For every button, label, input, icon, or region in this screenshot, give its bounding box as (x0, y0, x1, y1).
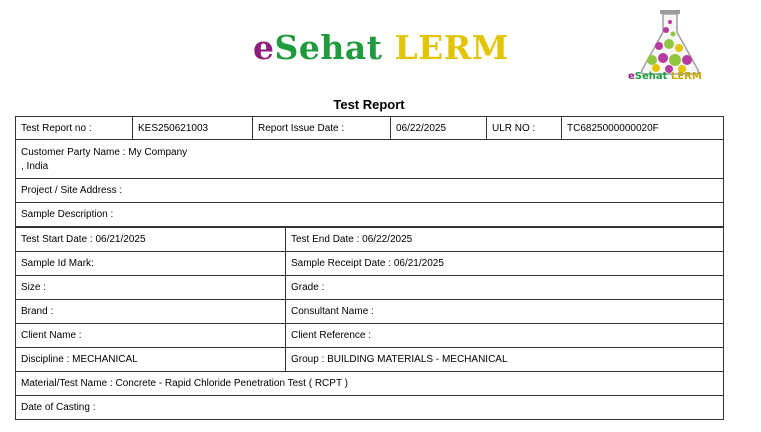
sample-description: Sample Description : (16, 203, 724, 228)
customer-address: , India (21, 161, 49, 172)
ulr-value: TC6825000000020F (562, 117, 724, 140)
brand-title (253, 28, 509, 68)
issue-date-label: Report Issue Date : (253, 117, 391, 140)
customer-name: Customer Party Name : My Company (21, 147, 188, 158)
grade-field: Grade : (286, 276, 724, 300)
table-row (16, 252, 724, 276)
sample-description-row (16, 203, 724, 228)
size-field: Size : (16, 276, 286, 300)
material-row (16, 372, 724, 396)
group-field: Group : BUILDING MATERIALS - MECHANICAL (286, 348, 724, 372)
consultant-name: Consultant Name : (286, 300, 724, 324)
discipline-field: Discipline : MECHANICAL (16, 348, 286, 372)
client-reference: Client Reference : (286, 324, 724, 348)
issue-date-value: 06/22/2025 (391, 117, 487, 140)
brand-lerm: LERM (394, 28, 509, 67)
project-row (16, 179, 724, 203)
sample-receipt-date: Sample Receipt Date : 06/21/2025 (286, 252, 724, 276)
casting-row (16, 396, 724, 420)
logo-sehat: Sehat (634, 71, 668, 82)
logo-lerm: LERM (670, 71, 702, 82)
date-of-casting: Date of Casting : (16, 396, 724, 420)
report-no-value: KES250621003 (133, 117, 253, 140)
customer-row (16, 140, 724, 179)
brand-e: e (253, 28, 275, 67)
logo-caption (628, 71, 702, 82)
brand-sehat: Sehat (274, 28, 383, 67)
sample-id-mark: Sample Id Mark: (16, 252, 286, 276)
report-table (15, 116, 724, 420)
table-row (16, 300, 724, 324)
table-row (16, 227, 724, 252)
client-name: Client Name : (16, 324, 286, 348)
report-meta-row (16, 117, 724, 140)
ulr-label: ULR NO : (487, 117, 562, 140)
table-row (16, 348, 724, 372)
table-row (16, 276, 724, 300)
project-address: Project / Site Address : (16, 179, 724, 203)
logo-e: e (628, 71, 635, 82)
test-end-date: Test End Date : 06/22/2025 (286, 227, 724, 252)
brand-field: Brand : (16, 300, 286, 324)
report-no-label: Test Report no : (16, 117, 133, 140)
report-title: Test Report (333, 97, 405, 112)
customer-cell (16, 140, 724, 179)
material-test-name: Material/Test Name : Concrete - Rapid Chloride Penetration Test ( RCPT ) (16, 372, 724, 396)
table-row (16, 324, 724, 348)
test-start-date: Test Start Date : 06/21/2025 (16, 227, 286, 252)
